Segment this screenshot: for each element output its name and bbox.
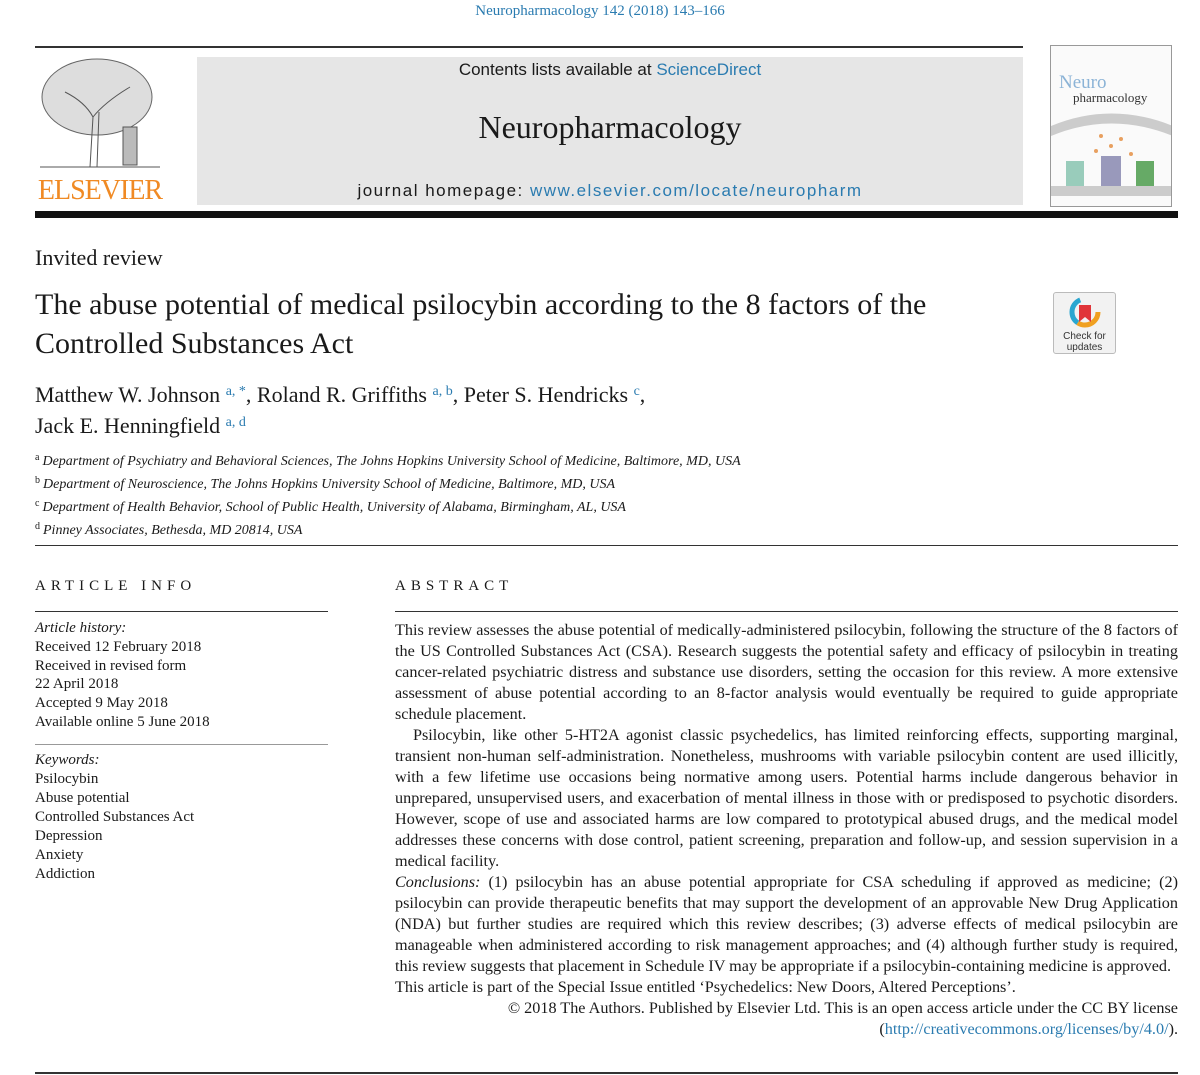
- separator: ,: [452, 382, 464, 407]
- cover-illustration-icon: [1051, 106, 1172, 206]
- divider: [35, 46, 1023, 48]
- keyword[interactable]: Depression: [35, 828, 103, 844]
- copyright: © 2018 The Authors. Published by Elsevier Ltd. This is an open access article under the CC BY license (http://creativecommons.org/licenses/by/4.0/).: [507, 999, 1178, 1038]
- conclusions-label: Conclusions:: [395, 873, 481, 891]
- article-title: The abuse potential of medical psilocybin according to the 8 factors of the Controlled Substances Act: [35, 288, 927, 360]
- keyword[interactable]: Abuse potential: [35, 790, 130, 806]
- author-affiliation-marks[interactable]: a, d: [225, 415, 246, 430]
- history-label: Article history:: [35, 620, 127, 636]
- author[interactable]: Peter S. Hendricks: [463, 382, 629, 407]
- affiliation: [35, 471, 741, 494]
- affiliation: [35, 517, 741, 540]
- cover-title-2: pharmacology: [1073, 90, 1148, 105]
- divider: [35, 545, 1178, 546]
- special-issue-note: This article is part of the Special Issue entitled ‘Psychedelics: New Doors, Altered Perceptions’.: [395, 978, 1016, 996]
- contents-label: Contents lists available at: [458, 60, 657, 79]
- abstract-paragraph: This review assesses the abuse potential of medically-administered psilocybin, following the structure of the 8 factors of the US Controlled Substances Act (CSA). Research suggests the potential safety and efficacy of psilocybin in treating cancer-related psychiatric distress and substance use disorders, setting the occasion for this review. A more extensive assessment of abuse potential according to an 8-factor analysis would eventually be required to guide appropriate schedule placement.: [395, 621, 1178, 723]
- history-item: 22 April 2018: [35, 676, 119, 693]
- journal-homepage: [197, 181, 1023, 201]
- author-affiliation-marks[interactable]: a, b: [432, 384, 453, 399]
- badge-label-2: updates: [1066, 342, 1103, 353]
- abstract-paragraph: Psilocybin, like other 5-HT2A agonist classic psychedelics, has limited reinforcing effects, supporting marginal, transient non-human self-administration. Nonetheless, mushrooms with variable psilocybin content are used illicitly, with a few lifetime use occasions being normative among users. Potential harms include dangerous behavior in unprepared, unsupervised users, and exacerbation of mental illness in those with or predisposed to psychotic disorders. However, scope of use and associated harms are low compared to prototypical abused drugs, and the medical model addresses these concerns with dose control, patient screening, preparation and follow-up, and session supervision in a medical facility.: [395, 726, 1178, 870]
- tree-icon: [35, 57, 165, 172]
- cover-title-1: Neuro: [1059, 72, 1107, 93]
- affiliations: [35, 448, 741, 540]
- license-link[interactable]: http://creativecommons.org/licenses/by/4.0/: [884, 1020, 1169, 1038]
- journal-masthead: [197, 57, 1023, 205]
- affiliation-mark: c: [35, 498, 40, 509]
- author[interactable]: Roland R. Griffiths: [256, 382, 427, 407]
- contents-line: [197, 60, 1023, 80]
- affiliation-text: Department of Neuroscience, The Johns Hopkins University School of Medicine, Baltimore, MD, USA: [43, 477, 616, 492]
- check-for-updates-button[interactable]: [1053, 292, 1116, 354]
- conclusions-text: (1) psilocybin has an abuse potential appropriate for CSA scheduling if approved as medicine; (2) psilocybin can provide therapeutic benefits that may support the development of an approvable New Drug Application (NDA) but further studies are required which this review describes; (3) adverse effects of medical psilocybin are manageable when administered according to risk management approaches; and (4) although further study is required, this review suggests that placement in Schedule IV may be appropriate if a psilocybin-containing medicine is approved.: [395, 873, 1178, 975]
- journal-citation[interactable]: Neuropharmacology 142 (2018) 143–166: [475, 3, 725, 19]
- author[interactable]: Matthew W. Johnson: [35, 382, 221, 407]
- author-affiliation-marks[interactable]: c: [633, 384, 640, 399]
- divider: [35, 744, 328, 745]
- divider: [395, 611, 1178, 612]
- author-affiliation-marks[interactable]: a, *: [225, 384, 246, 399]
- abstract-heading: ABSTRACT: [395, 578, 514, 594]
- sciencedirect-link[interactable]: ScienceDirect: [656, 60, 762, 79]
- author-list: [35, 378, 645, 440]
- keyword[interactable]: Controlled Substances Act: [35, 809, 195, 825]
- affiliation-text: Department of Health Behavior, School of Public Health, University of Alabama, Birmingham, AL, USA: [42, 500, 626, 515]
- copyright-text: © 2018 The Authors. Published by Elsevier Ltd. This is an open access article under the CC BY license: [507, 999, 1178, 1017]
- abstract-conclusions: [395, 872, 1178, 977]
- publisher-name: ELSEVIER: [37, 175, 163, 206]
- article-info-heading: ARTICLE INFO: [35, 578, 197, 594]
- abstract-body: [395, 620, 1178, 1040]
- keyword[interactable]: Addiction: [35, 866, 95, 882]
- history-item: Accepted 9 May 2018: [35, 695, 168, 712]
- article-history: [35, 619, 210, 732]
- keywords: [35, 751, 194, 884]
- history-item: Received 12 February 2018: [35, 638, 202, 655]
- divider: [35, 1072, 1178, 1074]
- affiliation: [35, 448, 741, 471]
- journal-title: Neuropharmacology: [478, 109, 742, 145]
- affiliation-text: Pinney Associates, Bethesda, MD 20814, USA: [43, 523, 303, 538]
- article-type: Invited review: [35, 245, 163, 270]
- history-item: Available online 5 June 2018: [35, 713, 210, 730]
- author[interactable]: Jack E. Henningfield: [35, 413, 221, 438]
- separator: ,: [639, 382, 646, 407]
- separator: ,: [245, 382, 257, 407]
- affiliation-text: Department of Psychiatry and Behavioral Sciences, The Johns Hopkins University School of Medicine, Baltimore, MD, USA: [42, 454, 741, 469]
- affiliation-mark: d: [35, 521, 40, 532]
- affiliation-mark: b: [35, 475, 40, 486]
- homepage-label: journal homepage:: [357, 181, 530, 200]
- keyword[interactable]: Anxiety: [35, 847, 84, 863]
- divider: [35, 211, 1178, 218]
- divider: [35, 611, 328, 612]
- keyword[interactable]: Psilocybin: [35, 771, 99, 787]
- keywords-label: Keywords:: [35, 752, 100, 768]
- badge-label-1: Check for: [1063, 331, 1106, 342]
- history-item: Received in revised form: [35, 657, 187, 674]
- affiliation-mark: a: [35, 452, 40, 463]
- affiliation: [35, 494, 741, 517]
- journal-cover[interactable]: [1050, 45, 1172, 207]
- elsevier-logo: [35, 57, 165, 207]
- check-updates-icon: [1067, 296, 1103, 328]
- homepage-link[interactable]: www.elsevier.com/locate/neuropharm: [529, 181, 863, 200]
